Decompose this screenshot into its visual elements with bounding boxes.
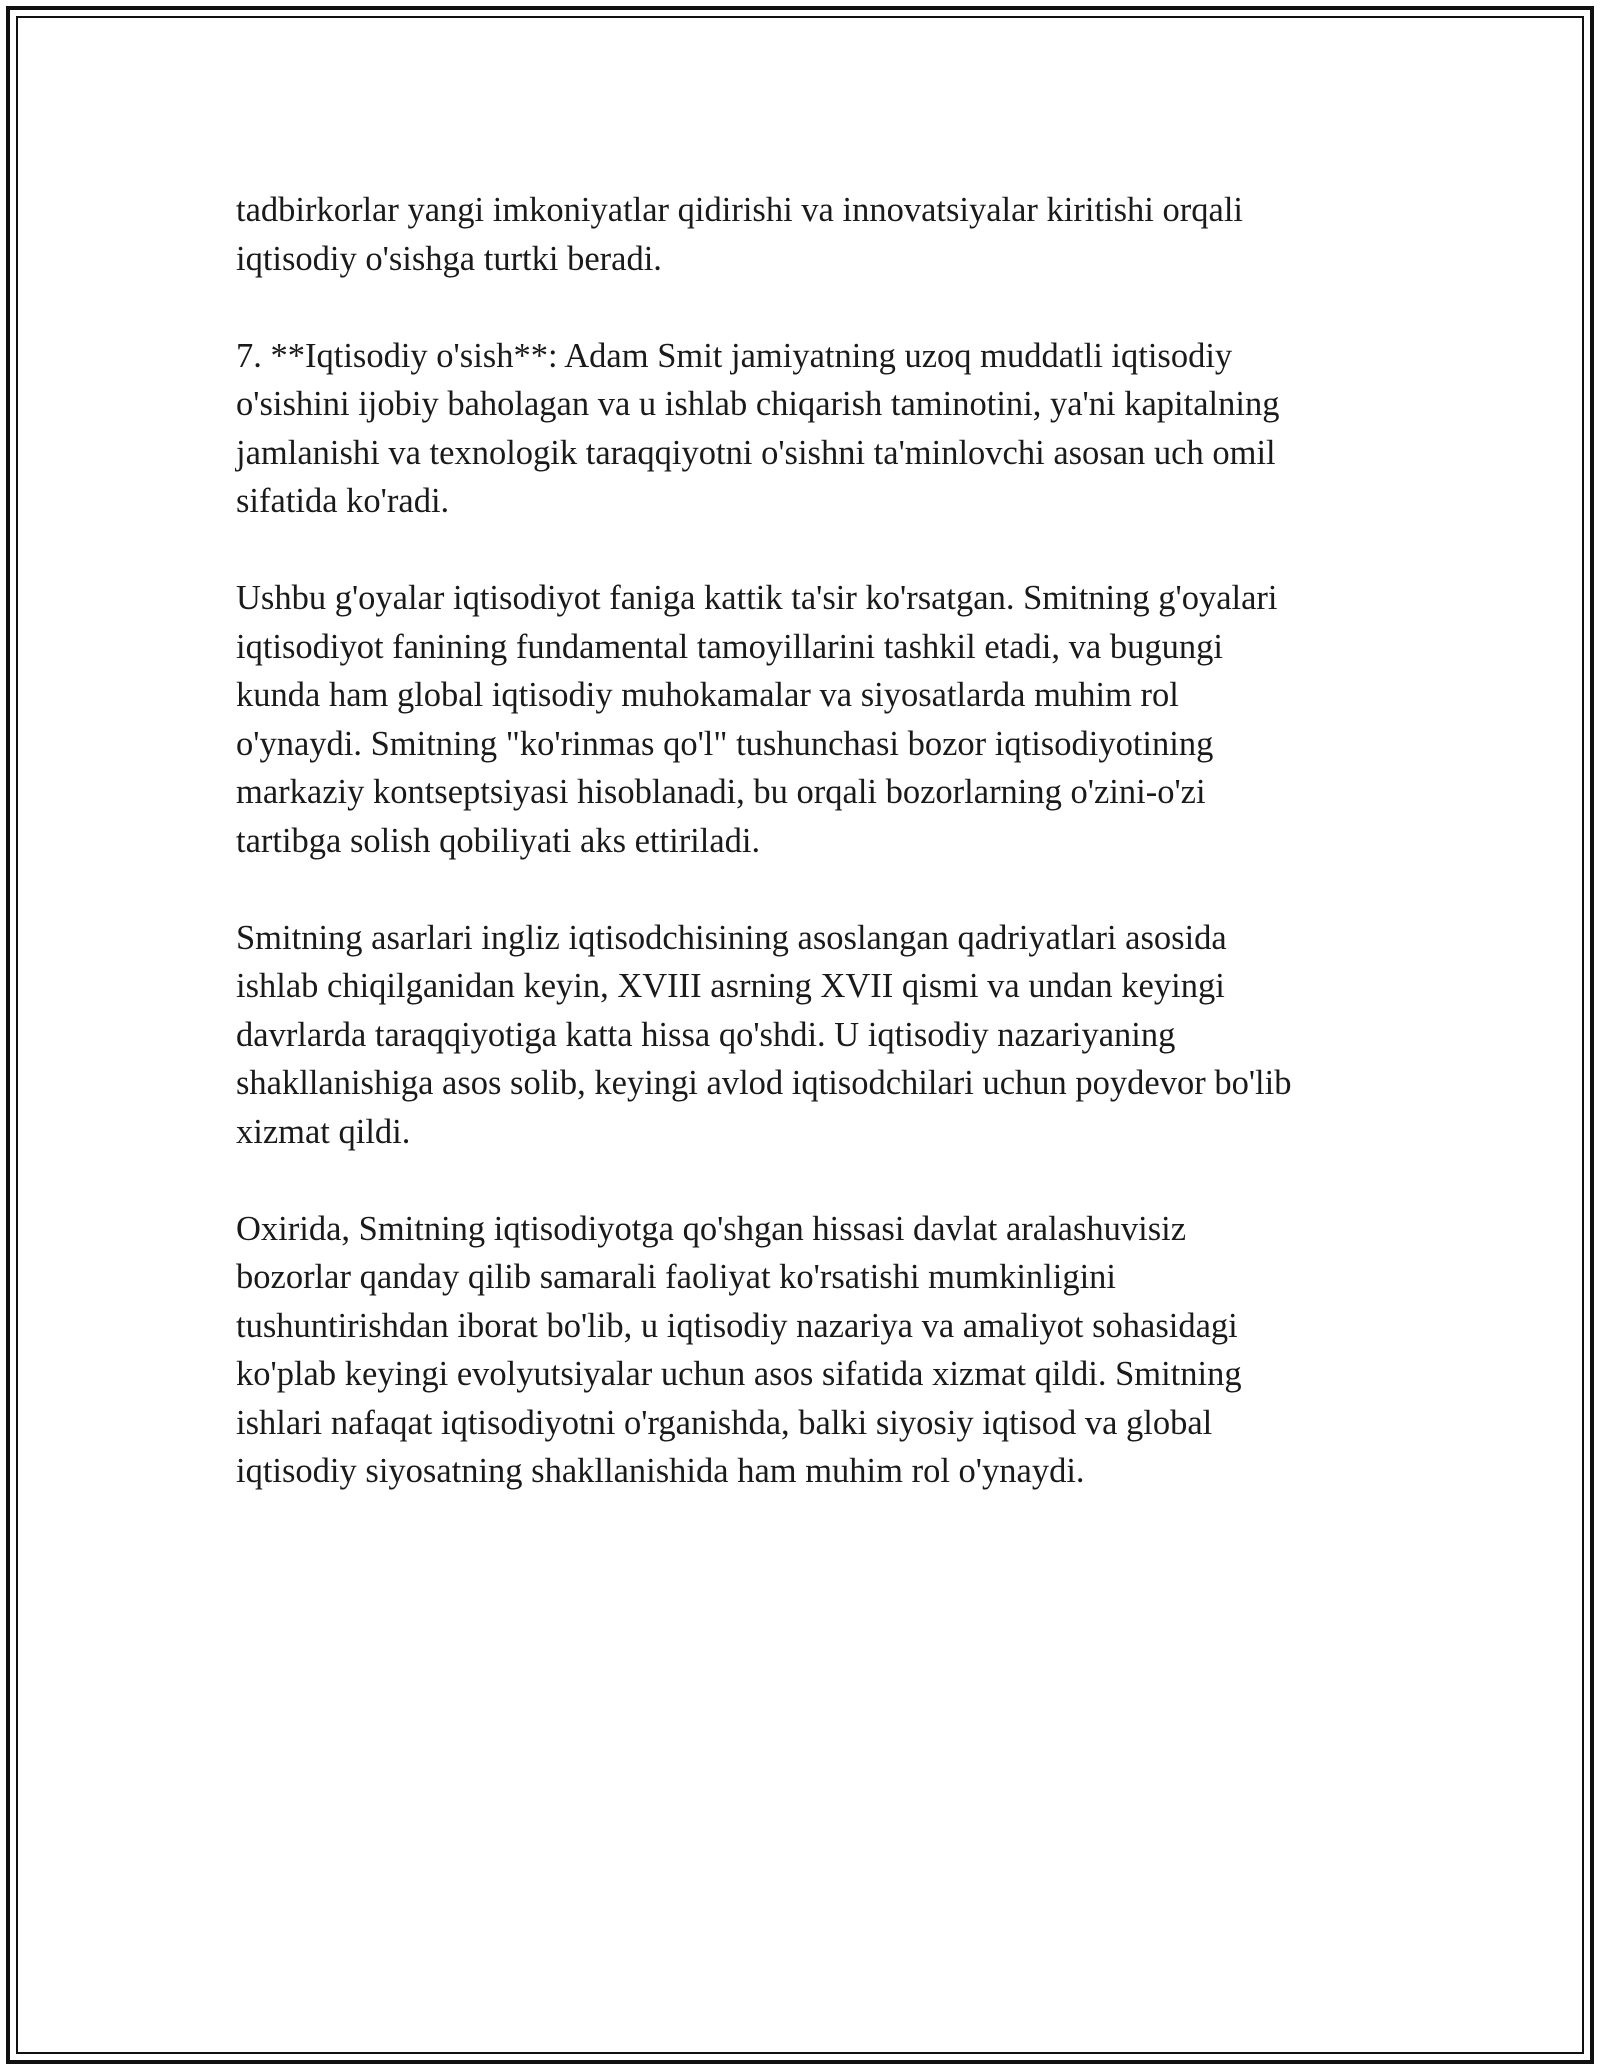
document-body bbox=[236, 186, 1366, 1544]
paragraph-3: Ushbu g'oyalar iqtisodiyot faniga kattik ta'sir ko'rsatgan. Smitning g'oyalari iqtisodiyot fanining fundamental tamoyillarini tashkil etadi, va bugungi kunda ham global iqtisodiy muhokamalar va siyosatlarda muhim rol o'ynaydi. Smitning "ko'rinmas qo'l" tushunchasi bozor iqtisodiyotining markaziy kontseptsiyasi hisoblanadi, bu orqali bozorlarning o'zini-o'zi tartibga solish qobiliyati aks ettiriladi. bbox=[236, 579, 1278, 860]
paragraph-5: Oxirida, Smitning iqtisodiyotga qo'shgan hissasi davlat aralashuvisiz bozorlar qanday qilib samarali faoliyat ko'rsatishi mumkinligini tushuntirishdan iborat bo'lib, u iqtisodiy nazariya va amaliyot sohasidagi ko'plab keyingi evolyutsiyalar uchun asos sifatida xizmat qildi. Smitning ishlari nafaqat iqtisodiyotni o'rganishda, balki siyosiy iqtisod va global iqtisodiy siyosatning shakllanishida ham muhim rol o'ynaydi. bbox=[236, 1209, 1242, 1490]
paragraph-1: tadbirkorlar yangi imkoniyatlar qidirishi va innovatsiyalar kiritishi orqali iqtisodiy o'sishga turtki beradi. bbox=[236, 191, 1243, 278]
paragraph-4: Smitning asarlari ingliz iqtisodchisining asoslangan qadriyatlari asosida ishlab chiqilganidan keyin, XVIII asrning XVII qismi va undan keyingi davrlarda taraqqiyotiga katta hissa qo'shdi. U iqtisodiy nazariyaning shakllanishiga asos solib, keyingi avlod iqtisodchilari uchun poydevor bo'lib xizmat qildi. bbox=[236, 918, 1292, 1151]
paragraph-2: 7. **Iqtisodiy o'sish**: Adam Smit jamiyatning uzoq muddatli iqtisodiy o'sishini ijobiy baholagan va u ishlab chiqarish taminotini, ya'ni kapitalning jamlanishi va texnologik taraqqiyotni o'sishni ta'minlovchi asosan uch omil sifatida ko'radi. bbox=[236, 336, 1280, 520]
